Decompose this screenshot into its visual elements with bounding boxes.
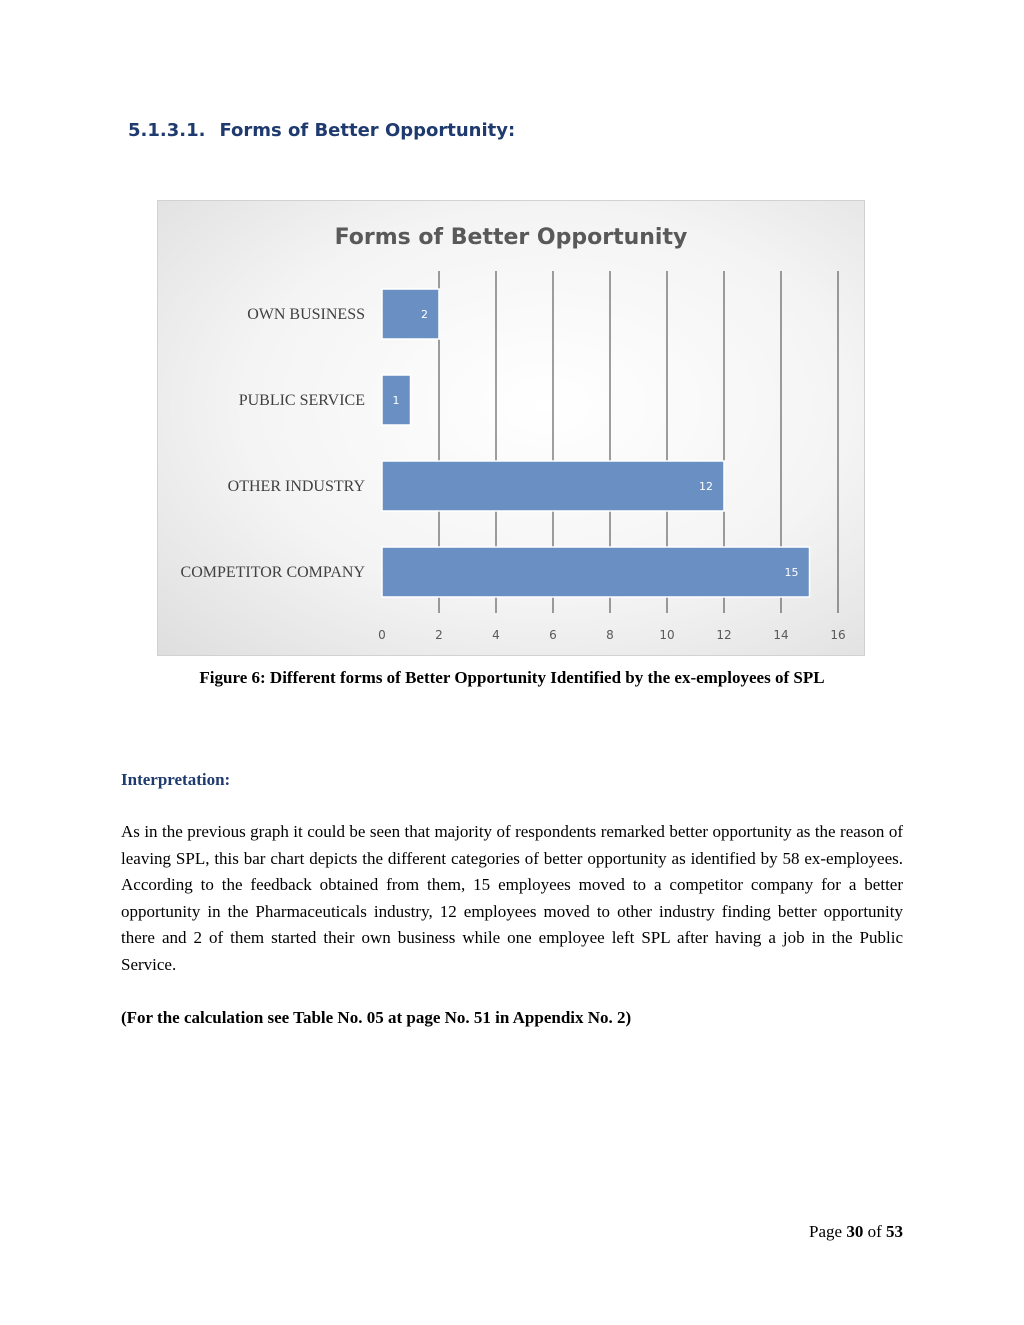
x-tick-label: 8 [606, 628, 614, 642]
chart-svg [158, 201, 864, 655]
x-tick-label: 4 [492, 628, 500, 642]
bar-chart [157, 200, 865, 656]
x-tick-label: 16 [830, 628, 846, 642]
data-label: 12 [699, 480, 713, 493]
chart-title: Forms of Better Opportunity [334, 225, 688, 250]
x-tick-label: 10 [659, 628, 675, 642]
figure-caption: Figure 6: Different forms of Better Opportunity Identified by the ex-employees of SPL [199, 668, 825, 687]
bar [382, 289, 439, 339]
section-heading [128, 120, 515, 141]
calculation-note: (For the calculation see Table No. 05 at page No. 51 in Appendix No. 2) [121, 1008, 632, 1027]
interpretation-heading: Interpretation: [121, 770, 231, 789]
section-title: Forms of Better Opportunity: [219, 120, 516, 141]
data-label: 15 [784, 566, 799, 579]
x-tick-label: 12 [716, 628, 732, 642]
page-number [809, 1222, 903, 1242]
x-tick-label: 0 [378, 628, 386, 642]
bar [382, 547, 810, 597]
total-pages: 53 [886, 1222, 903, 1241]
category-label: COMPETITOR COMPANY [180, 564, 365, 581]
x-tick-label: 14 [773, 628, 789, 642]
category-label: OTHER INDUSTRY [227, 478, 365, 495]
section-number: 5.1.3.1. [128, 120, 206, 141]
category-label: OWN BUSINESS [247, 306, 365, 323]
data-label: 1 [392, 394, 400, 407]
category-label: PUBLIC SERVICE [238, 392, 365, 409]
x-tick-label: 2 [435, 628, 443, 642]
bar [382, 461, 724, 511]
page-of-label: of [867, 1222, 882, 1241]
current-page: 30 [846, 1222, 864, 1241]
interpretation-paragraph: As in the previous graph it could be seen that majority of respondents remarked better opportunity as the reason of leaving SPL, this bar chart depicts the different categories of better opportunity as identified by 58 ex-employees. According to the feedback obtained from them, 15 employees moved to a competitor company for a better opportunity in the Pharmaceuticals industry, 12 employees moved to other industry finding better opportunity there and 2 of them started their own business while one employee left SPL after having a job in the Public Service. [121, 822, 903, 974]
data-label: 2 [421, 308, 428, 321]
x-tick-label: 6 [549, 628, 557, 642]
page-label: Page [809, 1222, 843, 1241]
